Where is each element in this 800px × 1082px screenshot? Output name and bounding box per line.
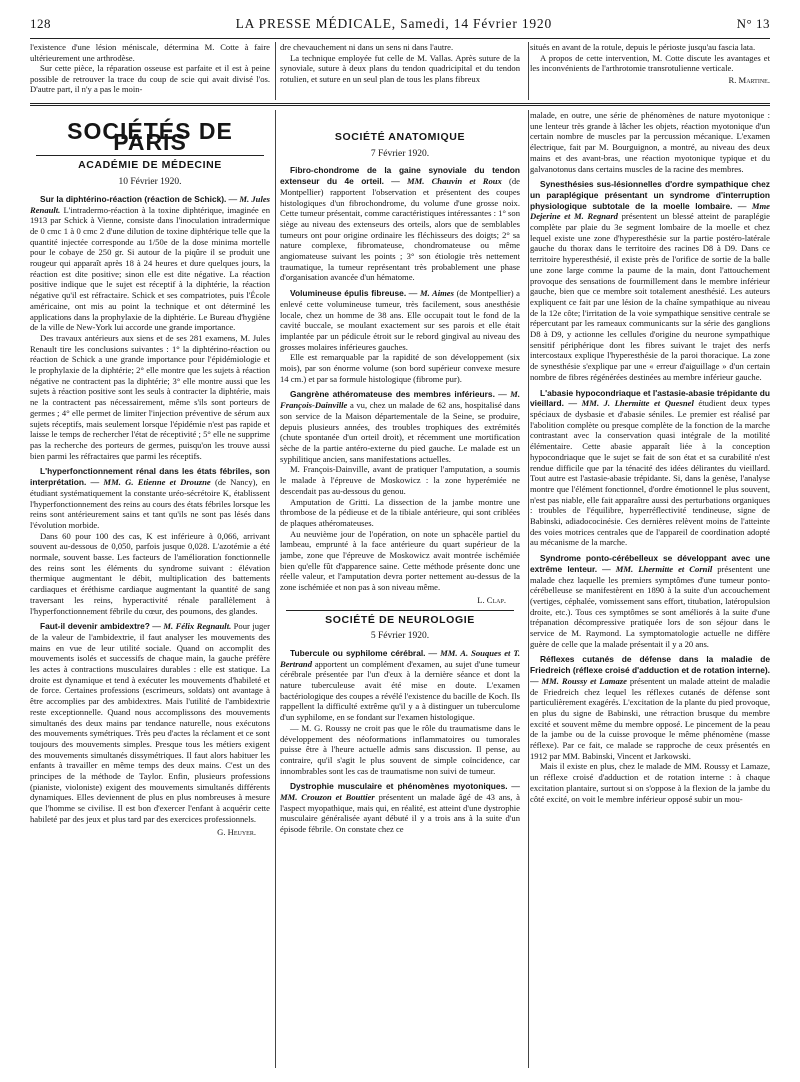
society-heading: ACADÉMIE DE MÉDECINE [78,159,222,172]
article-authors: — M. Aimes [408,288,454,299]
article-title: Réflexes cutanés de défense dans la maladie de Friedreich (réflexe croisé d'adduction et de rotation interne). [530,654,770,676]
paragraph: situés en avant de la rotule, depuis le périoste jusqu'au fascia lata. [530,42,756,52]
article-text: L'intradermo-réaction à la toxine diphtérique, imaginée en 1913 par Schick à Vienne, consiste dans l'inoculation intradermique de 0 cmc 1 à 0 cmc 2 d'une dilution de toxine diphtérique telle que la quantité injectée corresponde au 1/50e de la dose minima mortelle pour le cobaye de 250 gr. Si autour de la piqûre il se produit une rougeur qui apparaît après 18 à 24 heures et dure quelques jours, la réaction est dite positive; sinon elle est dite négative. La réaction positive indique que le sujet est réceptif à la diphtérie, la réaction négative qu'il est réfractaire. Schick et ses compatriotes, puis l'École américaine, ont mis au point la technique et ont déterminé les applications dans la prophylaxie de la diphtérie. Le Bureau d'hygiène de la ville de New-York lui accorde une grande importance. [30,204,270,333]
article-text: présentent une malade chez laquelle les premiers symptômes d'une tumeur ponto-cérébelleuse se manifestèrent en 1890 à la suite d'un accouchement (vertiges, céphalée, vomissement sans effort, titubation, latéropulsion droite, etc.). Tous ces symptômes se sont améliorés à la suite d'une trépanation décompressive pratiquée lors de son séjour dans le service de M. Raymond. La symptomatologie actuelle ne diffère guère de celle que la malade présentait il y a 20 ans. [530,563,770,649]
article-authors: — MM. J. Lhermitte et Quesnel [568,398,694,409]
section-banner: SOCIÉTÉS DE PARIS [67,118,233,155]
article-title: L'hyperfonctionnement rénal dans les états fébriles, son interprétation. [30,466,270,488]
article-title: Syndrome ponto-cérébelleux se développant avec une extrême lenteur. [530,553,770,574]
session-date: 7 Février 1920. [370,148,430,159]
article-text: a vu, chez un malade de 62 ans, hospitalisé dans son service de la Maison départementale de la Seine, se produire, depuis plusieurs années, des troubles trophiques des extrémités (chute spontanée d'un orteil droit), et récemment une mortification sèche de la partie antéro-externe du pied gauche. Le malade est un syphilitique ancien, sans manifestations actuelles. [280,400,520,464]
issue-number: N° 13 [736,16,770,31]
article-text: (de Montpellier) rapportent l'observation et présentent des coupes histologiques d'un fibrochondrome, du volume d'une grosse noix. Cette tumeur présentait, comme caractéristiques intéressantes : 1° son siège au niveau des extenseurs des orteils, alors que de semblables tumeurs ont pour origine ordinaire les fléchisseurs des doigts; 2° sa nature complexe, fibromateuse, chondromateuse ou même angiomateuse suivant les points ; 3° son étiologie très nettement traumatique, la tumeur représentant très probablement une phase d'organisation avancée d'un hématome. [280,176,520,283]
section-rule [30,103,770,106]
article-authors: — MM. Chauvin et Roux [391,176,502,187]
article-text: présentent un blessé atteint de paraplégie complète par plaie du 3e segment lombaire de la moelle et chez lequel existe une zone d'hyperesthésie sur la partie postéro-latérale gauche du thorax dans le territoire des racines D8 à D9. Dans ce territoire hyperesthésié, il existe près de l'orifice de sortie de la balle une zone large comme la paume de la main, dont l'attouchement provoque des sensations de fourmillement dans le membre inférieur gauche, bien que ce membre soit totalement anesthésié. Les auteurs expliquent ce fait par une lésion de la chaîne sympathique au niveau de la 12e côte; l'irritation de la voie sympathique sensitive centrale se répercutant par les rameaux communicants sur la série des ganglions D8 à D9, y actionne les cellules d'origine du neurone sympathique sensitif périphérique dont les fibres suivant le trajet des nerfs intercostaux explique l'hyperesthésie de la paroi thoracique. La zone de synesthésie s'explique par une « erreur d'aiguillage » d'un certain nombre de fibres régénérées destinées au membre inférieur gauche. [530,211,770,382]
article-text: présentent un malade atteint de maladie de Friedreich chez lequel les réflexes cutanés de défense sont particulièrement exagérés. L'excitation de la plante du pied provoque, en plus du signe de Babinski, une rétraction brusque du membre excité et souvent même du membre opposé. Le pincement de la peau de la jambe ou de la cuisse provoque le même phénomène (masse réflexe). Par ce fait, ce malade se rapproche de ceux présentés en 1912 par MM. Babinski, Vincent et Jarkowski. [530,675,770,761]
article-authors: — MM. A. Souques et T. Bertrand [280,647,520,669]
signature: L. Clap. [477,594,506,605]
society-heading: SOCIÉTÉ DE NEUROLOGIE [325,613,475,626]
article-title: Dystrophie musculaire et phénomènes myotoniques. [290,781,508,792]
article-text: Amputation de Gritti. La dissection de la jambe montre une thrombose de la pédieuse et de la tibiale antérieure, qui sont criblées de plaques athéromateuses. [280,496,520,528]
article-title: Tubercule ou syphilome cérébral. [290,647,426,658]
column-divider [275,110,276,1068]
article-text: (de Montpellier) a enlevé cette volumineuse tumeur, très facilement, sous anesthésie locale, chez un homme de 38 ans. Elle occupait tout le fond de la cavité buccale, se moulant exactement sur ses parois et elle était implantée par un pédicule étroit sur le rebord gingival au niveau des grosses molaires inférieures gauches. [280,288,520,352]
article-authors: — M. Félix Regnault. [152,621,232,632]
article-title: Synesthésies sus-lésionnelles d'ordre sympathique chez un paraplégique présentant un syndrome d'interruption physiologique subtotale de la moelle lombaire. [530,179,770,211]
article-title: Sur la diphtérino-réaction (réaction de Schick). [40,193,227,204]
page-number: 128 [30,16,51,31]
article-text: Mais il existe en plus, chez le malade de MM. Roussy et Lamaze, un réflexe croisé d'adduction et de rotation interne : à chaque excitation plantaire, surtout si on s'oppose à la flexion de la jambe du côté excité, on voit le membre inférieur opposé subir un mou- [530,761,770,804]
article-title: Fibro-chondrome de la gaine synoviale du tendon extenseur du 4e orteil. [280,165,520,187]
article-text: malade, en outre, une série de phénomènes de nature myotonique : une lenteur très grande à lâcher les objets, réaction myotonique d'un certain nombre de muscles par la percussion mécanique. L'examen électrique, fait par M. Bourguignon, a montré, au niveau des deux mains et des avant-bras, une réaction myotonique typique et du galvanotonus dans certains muscles de la racine des membres. [530,110,770,174]
article-text: M. François-Dainville, avant de pratiquer l'amputation, a soumis le malade à l'épreuve de Moskowicz : la zone hyperémiée ne descendait pas au-dessous du genou. [280,464,520,496]
paragraph: Sur cette pièce, la réparation osseuse est parfaite et il est à peine possible de retrouver la trace du coup de scie qui avait divisé l'os. D'autre part, il n'y a pas le moin- [30,63,270,95]
journal-title: LA PRESSE MÉDICALE, Samedi, 14 Février 1920 [235,16,553,31]
article-text: — M. G. Roussy ne croit pas que le rôle du traumatisme dans le développement des néoformations inflammatoires ou tumorales puisse être à l'heure actuelle admis sans discussion. Il pense, au contraire, qu'il s'agit le plus souvent de simple coïncidence, car innombrables sont les cas de traumatisme non suivi de tumeur. [280,722,520,776]
column-divider [275,42,276,100]
article-text: (de Nancy), en étudiant systématiquement la constante uréo-sécrétoire K, établissent l'hyperfonctionnement des reins au cours des états fébriles lorsque les reins sont antérieurement sains et tant qu'ils ne sont pas lésés dans l'évolution morbide. [30,477,270,530]
article-authors: — M. François-Dainville [280,389,520,411]
article-authors: — M. Jules Renault. [30,193,270,215]
article-authors: — MM. Lhermitte et Cornil [602,563,713,574]
article-title: Volumineuse épulis fibreuse. [290,288,407,299]
top-col-1 [30,42,270,100]
top-col-3 [530,42,770,100]
article-text: présentent un malade âgé de 43 ans, à l'aspect myopathique, mais qui, en réalité, est atteint d'une dystrophie musculaire généralisée ayant débuté il y a trois ans à la suite d'un épisode fébrile. On constate chez ce [280,792,520,835]
article-text: Elle est remarquable par la rapidité de son développement (six mois), par son énorme volume (son bord supérieur convexe mesure 14 cm.) et par sa formule histologique (fibrome pur). [280,352,520,384]
session-date: 10 Février 1920. [118,177,182,188]
paragraph: dre chevauchement ni dans un sens ni dans l'autre. [280,42,454,52]
column-1 [30,110,270,1068]
article-text: apportent un complément d'examen, au sujet d'une tumeur cérébrale présentée par l'un d'eux à la dernière séance et dont la nature tuberculeuse avait été mise en doute. L'examen bactériologique des coupes a révélé l'existence du bacille de Koch. Ils rappellent la difficulté extrême qu'il y a à distinguer un tuberculome d'un syphilome, en se fondant sur l'examen histologique. [280,658,520,723]
main-columns [30,110,770,1068]
article-authors: — MM. Crouzon et Bouttier [280,781,520,803]
divider [286,610,514,611]
top-col-2 [280,42,520,100]
society-heading: SOCIÉTÉ ANATOMIQUE [334,131,466,143]
paragraph: La technique employée fut celle de M. Vallas. Après suture de la synoviale, suture à deux plans du tendon quadricipital et du tendon rotulien, et suture en un seul plan de tous les plans fibreux [280,52,520,84]
divider [36,155,264,156]
article-title: L'abasie hypocondriaque et l'astasie-abasie trépidante du vieillard. [530,387,770,409]
paragraph: A propos de cette intervention, M. Cotte discute les avantages et les inconvénients de l'arthrotomie transrotulienne verticale. [530,52,770,74]
header-rule [30,38,770,39]
article-text: Pour juger de la valeur de l'ambidextrie, il faut analyser les mouvements des mains en vue de leur utilité sociale. Quand on accomplit des mouvements isolés et successifs de chaque main, la gauche préfère les actes à contractions musculaires durables : elle est statique. La droite est dynamique et tend à exécuter les mouvements d'habileté et de force. Certaines professions (escrimeurs, soldats) ont avantage à être accomplies par des ambidextres. Mais l'utilité de l'ambidextrie reste exceptionnelle. Quand nous accomplissons des mouvements simultanés des deux mains par tendance naturelle, nous exécutons des mouvements symétriques. Très peu d'actes la réclament et ce sont toujours des mouvements simples. Presque tous les métiers exigent des mouvements simultanés dissymétriques. Il faut alors habituer les enfants à travailler en même temps des deux mains. C'est un des principes de la méthode de Taylor. Enfin, plusieurs professions (pianiste, violoniste) exigent des mouvements simultanés différents dynamiques. Elles deviennent de plus en plus nombreuses à mesure que l'homme se civilise. Il est bon d'exercer l'enfant à acquérir cette habileté par des jeux et plus tard par des exercices professionnels. [30,621,270,824]
article-text: Au neuvième jour de l'opération, on note un sphacèle partiel du lambeau, emprunté à la face antérieure du quart supérieur de la jambe, zone que l'épreuve de Moskowicz avait montrée ischémiée bien qu'elle fût d'apparence saine. Cette méthode présente donc une réelle valeur, et l'amputation devra porter nettement au-dessus de la zone ischémiée et non pas à son niveau même. [280,528,520,593]
article-title: Gangrène athéromateuse des membres inférieurs. [290,389,495,400]
signature: G. Heuyer. [217,826,256,837]
signature: R. Martine. [728,74,770,85]
article-authors: — MM. Roussy et Lamaze [530,675,627,686]
column-divider [528,42,529,100]
article-authors: — MM. G. Etienne et Drouzne [90,477,211,488]
article-text: étudient deux types spéciaux de dysbasie et d'abasie séniles. Le premier est réalisé par l'abolition complète ou presque complète de la fonction de la marche contrastant avec la conservation quasi intégrale de la motilité élémentaire. Cette abasie apparaît liée à la conception hypocondriaque que le sujet se fait de son état et sa curabilité n'est rendue difficile que par la ténacité des idées délirantes du vieillard. Tout autre est l'astasie-abasie trépidante. Si, dans la genèse, l'analyse montre que l'élément fonctionnel, d'ordre émotionnel le plus souvent, n'est pas niable, elle fait apparaître aussi des perturbations organiques : troubles de l'équilibre, hyperréflectivité tendineuse, signe de Babinski, adiadococinésie. Ces dernières relèvent moins de l'atteinte des voies motrices centrales que de l'appareil de coordination adopté au mécanisme de la marche. [530,398,770,548]
column-divider [528,110,529,1068]
article-text: Dans 60 pour 100 des cas, K est inférieure à 0,066, arrivant souvent au-dessous de 0,050, parfois jusque 0,028. L'azotémie a été normale, souvent basse. Les facteurs de l'amélioration fonctionnelle des reins sont les éléments du syndrome suivant : élévation thermique augmentant le débit, multiplication des battements cardiaques et éréthisme cardiaque augmentant la quantité de sang traversant les reins, hyperactivité rénale parallèlement à l'hyperfonctionnement fébrile du cœur, des poumons, des glandes. [30,530,270,616]
top-continuation [30,42,770,100]
article-text: Des travaux antérieurs aux siens et de ses 281 examens, M. Jules Renault tire les conclusions suivantes : 1° la diphtérino-réaction ou réaction de Schick a une grande importance pour l'épidémiologie et le prophylaxie de la diphtérie; 2° elle montre que les sujets à réaction négative ne contractent pas la diphtérie; 3° elle montre aussi que les sujets à réaction positive sont les seuls à contracter la diphtérie, mais ne la contractent pas nécessairement, même s'ils sont porteurs de germes ; 4° elle permet de limiter l'injection préventive de sérum aux sujets réceptifs, mais seulement lorsque l'épidémie n'est pas rapide et laisse le temps de rechercher l'état de réceptivité ; 5° elle ne supprime pas la recherche des porteurs de germes, puisqu'on les trouve aussi bien parmi les réfractaires que parmi les réceptifs. [30,332,270,461]
page-header [30,16,770,36]
paragraph: l'existence d'une lésion méniscale, détermina M. Cotte à faire ultérieurement une arthrodèse. [30,42,270,63]
session-date: 5 Février 1920. [370,631,430,642]
article-title: Faut-il devenir ambidextre? [40,621,150,632]
column-2 [280,110,520,1068]
column-3 [530,110,770,1068]
article-authors: — Mme Dejerine et M. Regnard [530,200,770,222]
